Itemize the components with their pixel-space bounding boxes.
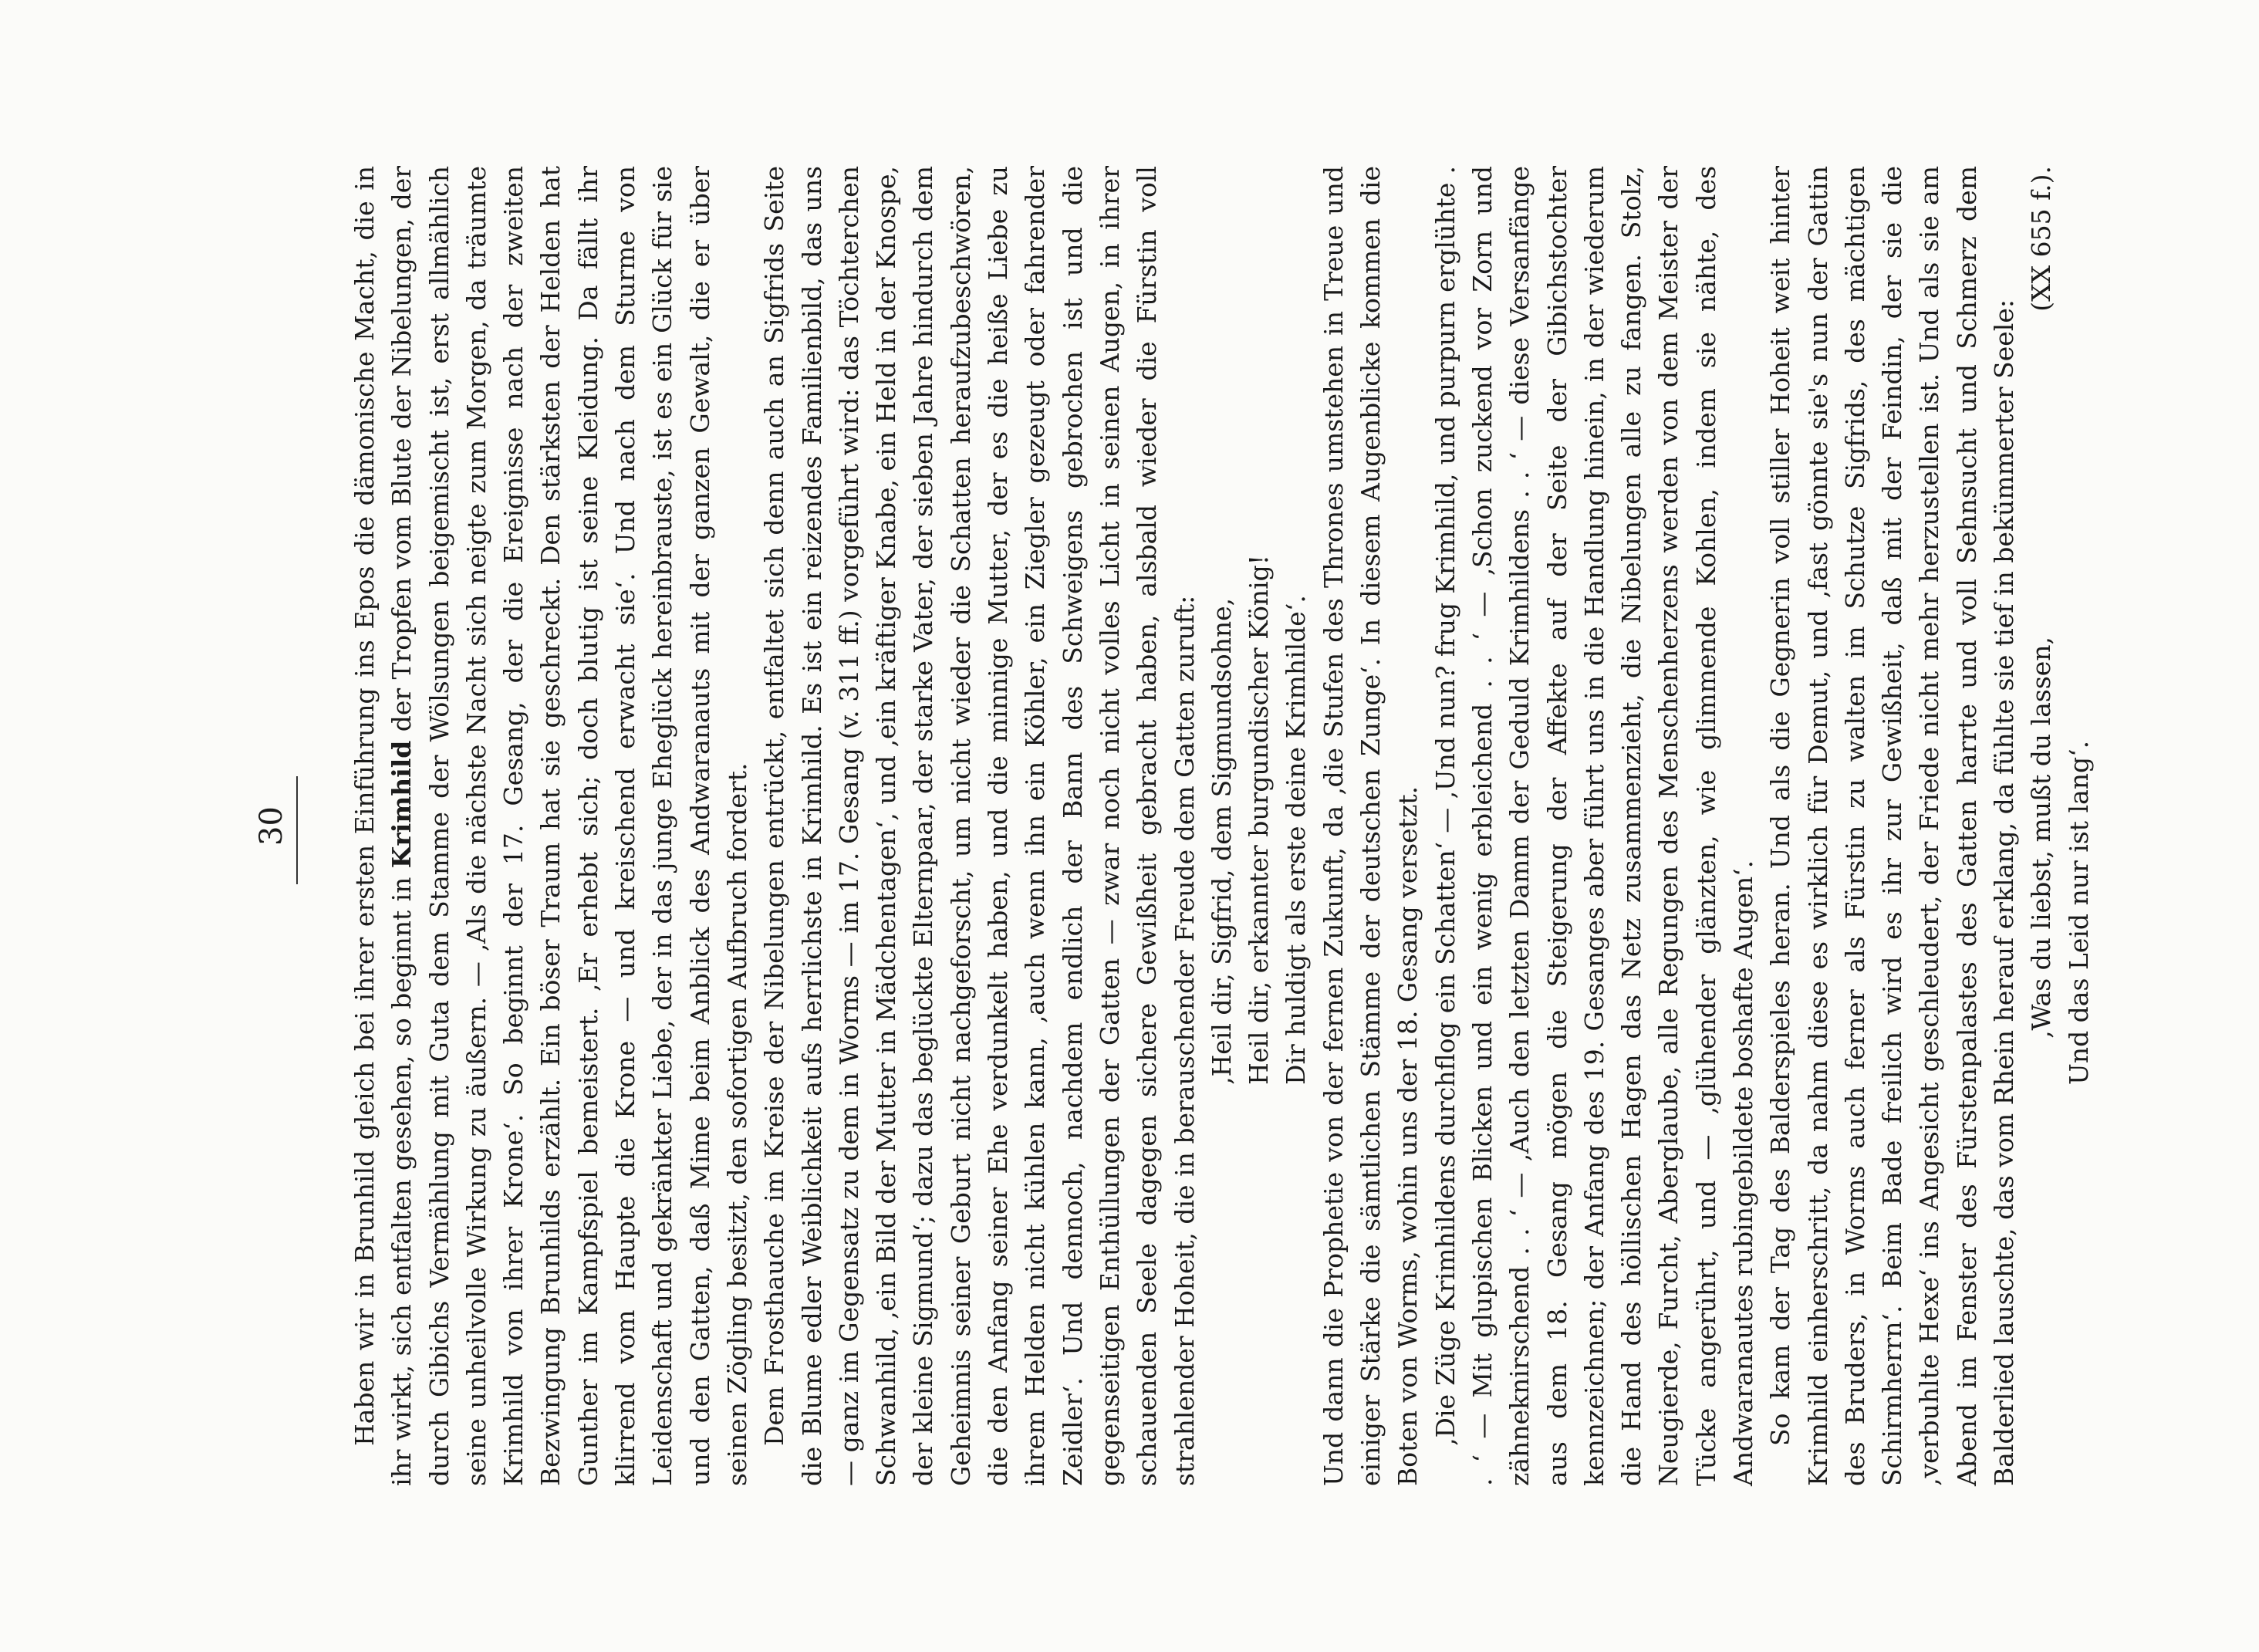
- paragraph: [346, 166, 756, 1486]
- verse-line: Und das Leid nur ist lang‘.: [2063, 740, 2094, 1085]
- page-number-rule: [296, 776, 298, 884]
- verse-reference: (XX 655 f.).: [2026, 166, 2057, 312]
- verse-line: Dir huldigt als erste deine Krimhilde‘.: [1281, 595, 1312, 1085]
- bold-term: Krimhild: [387, 740, 417, 869]
- page-number: 30: [254, 806, 289, 846]
- verse-line: ‚Heil dir, Sigfrid, dem Sigmundsohne,: [1206, 597, 1237, 1085]
- verse-line: Heil dir, erkannter burgundischer König!: [1244, 554, 1275, 1085]
- paragraph-text: Haben wir in Brunhild gleich bei ihrer ersten Einführung ins Epos die dämonische Macht, die in ihr wirkt, sich entfalten gesehen, so beginnt in: [349, 166, 417, 1486]
- paragraph: So kam der Tag des Balderspieles heran. Und als die Gegnerin voll stiller Hoheit weit hinter Krimhild einherschritt, da nahm diese es wirklich für Demut, und ‚fast gönnte sie's nun der Gattin des Bruders, in Worms auch ferner als Fürstin zu walten im Schutze Sigfrids, des mächtigen Schirmherrn‘. Beim Bade freilich wird es ihr zur Gewißheit, daß mit der Feindin, der sie die ‚verbuhlte Hexe‘ ins Angesicht geschleudert, der Friede nicht mehr herzustellen ist. Und als sie am Abend im Fenster des Fürstenpalastes des Gatten harrte und voll Sehnsucht und Schmerz dem Balderlied lauschte, das vom Rhein herauf erklang, da fühlte sie tief in bekümmerter Seele:: [1765, 166, 2020, 1486]
- paragraph: ‚Die Züge Krimhildens durchflog ein Schatten‘ — ‚Und nun? frug Krimhild, und purpurn erglühte . . ‘ — Mit glupischen Blicken und ein wenig erbleichend . . ‘ — ‚Schon zuckend vor Zorn und zähneknirschend . . ‘ — ‚Auch den letzten Damm der Geduld Krimhildens . . ‘ — diese Versanfänge aus dem 18. Gesang mögen die Steigerung der Affekte auf der Seite der Gibichstochter kennzeichnen; der Anfang des 19. Gesanges aber führt uns in die Handlung hinein, in der wiederum die Hand des höllischen Hagen das Netz zusammenzieht, die Nibelungen alle zu fangen. Stolz, Neugierde, Furcht, Aberglaube, alle Regungen des Menschenherzens werden von dem Meister der Tücke angerührt, und — ‚glühender glänzten, wie glimmende Kohlen, indem sie nähte, des Andwaranautes rubingebildete boshafte Augen‘.: [1430, 166, 1758, 1486]
- rotated-page-sheet: [254, 166, 2094, 1486]
- body-text: [346, 166, 2098, 1486]
- verse-line: ‚Was du liebst, mußt du lassen,: [2026, 636, 2057, 1039]
- paragraph: Dem Frosthauche im Kreise der Nibelungen entrückt, entfaltet sich denn auch an Sigfrids Seite die Blume edler Weiblichkeit aufs herrlichste in Krimhild. Es ist ein reizendes Familienbild, das uns — ganz im Gegensatz zu dem in Worms — im 17. Gesang (v. 311 ff.) vorgeführt wird: das Töchterchen Schwanhild, ‚ein Bild der Mutter in Mädchentagen‘, und ‚ein kräftiger Knabe, ein Held in der Knospe, der kleine Sigmund‘; dazu das beglückte Elternpaar, der starke Vater, der sieben Jahre hindurch dem Geheimnis seiner Geburt nicht nachgeforscht, um nicht wieder die Schatten heraufzubeschwören, die den Anfang seiner Ehe verdunkelt haben, und die minnige Mutter, der es die heiße Liebe zu ihrem Helden nicht kühlen kann, ‚auch wenn ihn ein Köhler, ein Ziegler gezeugt oder fahrender Zeidler‘. Und dennoch, nachdem endlich der Bann des Schweigens gebrochen ist und die gegenseitigen Enthüllungen der Gatten — zwar noch nicht volles Licht in seinen Augen, in ihrer schauenden Seele dagegen sichere Gewißheit gebracht haben, alsbald wieder die Fürstin voll strahlender Hoheit, die in berauschender Freude dem Gatten zuruft:: [759, 166, 1200, 1486]
- paragraph-text: der Tropfen vom Blute der Nibelungen, der durch Gibichs Vermählung mit Guta dem Stamme der Wölsungen beigemischt ist, erst allmählich seine unheilvolle Wirkung zu äußern. — ‚Als die nächste Nacht sich neigte zum Morgen, da träumte Krimhild von ihrer Krone‘. So beginnt der 17. Gesang, der die Ereignisse nach der zweiten Bezwingung Brunhilds erzählt. Ein böser Traum hat sie geschreckt. Den stärksten der Helden hat Gunther im Kampfspiel bemeistert. ‚Er erhebt sich; doch blutig ist seine Kleidung. Da fällt ihr klirrend vom Haupte die Krone — und kreischend erwacht sie‘. Und nach dem Sturme von Leidenschaft und gekränkter Liebe, der in das junge Eheglück hereinbrauste, ist es ein Glück für sie und den Gatten, daß Mime beim Anblick des Andwaranauts mit der ganzen Gewalt, die er über seinen Zögling besitzt, den sofortigen Aufbruch fordert.: [387, 166, 752, 1486]
- paragraph: Und dann die Prophetie von der fernen Zukunft, da ‚die Stufen des Thrones umstehen in Treue und einiger Stärke die sämtlichen Stämme der deutschen Zunge‘. In diesem Augenblicke kommen die Boten von Worms, wohin uns der 18. Gesang versetzt.: [1318, 166, 1423, 1486]
- verse-quote: [1204, 166, 1315, 1486]
- verse-quote: [2023, 166, 2098, 1486]
